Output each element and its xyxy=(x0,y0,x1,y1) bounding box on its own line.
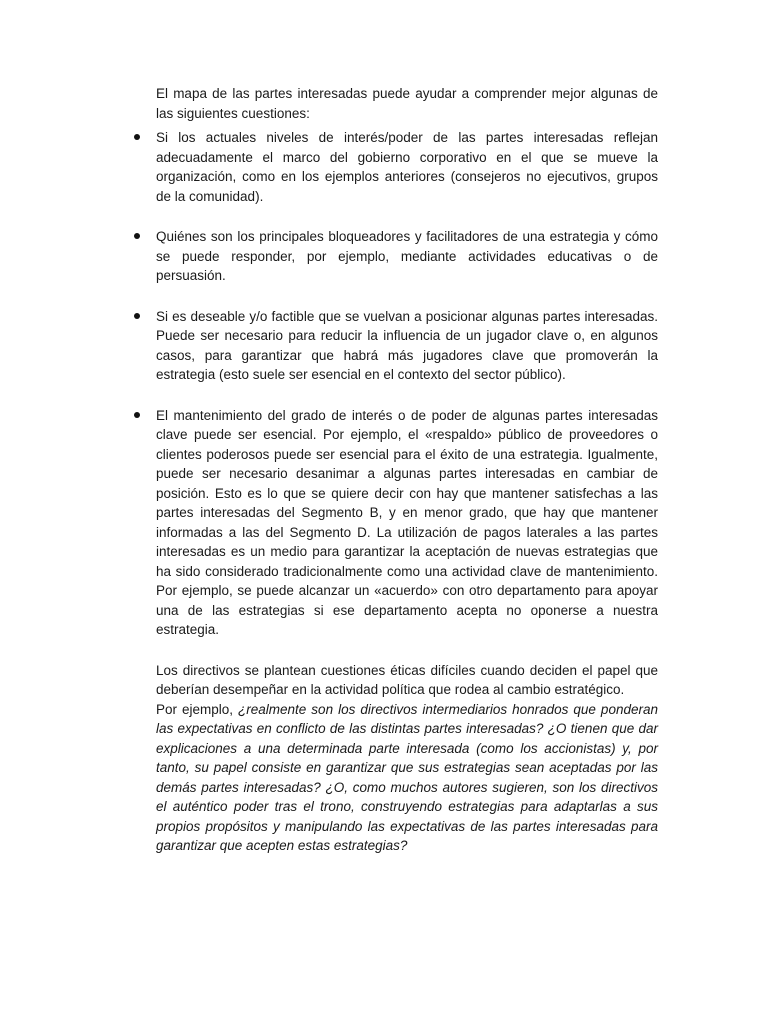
bullet-item-3 xyxy=(156,307,658,385)
intro-paragraph: El mapa de las partes interesadas puede ayudar a comprender mejor algunas de las siguientes cuestiones: xyxy=(156,86,658,121)
bullet-icon xyxy=(134,313,140,319)
document-page xyxy=(156,84,658,856)
bullet-item-2 xyxy=(156,227,658,286)
example-italic: ¿realmente son los directivos intermediarios honrados que ponderan las expectativas en conflicto de las distintas partes interesadas? ¿O tienen que dar explicaciones a una determinada parte interesada (como los accionistas) y, por tanto, su papel consiste en garantizar que sus estrategias sean aceptadas por las demás partes interesadas? ¿O, como muchos autores sugieren, son los directivos el auténtico poder tras el trono, construyendo estrategias para adaptarlas a sus propios propósitos y manipulando las expectativas de las partes interesadas para garantizar que acepten estas estrategias? xyxy=(156,701,658,853)
bullet-list xyxy=(156,128,658,640)
bullet-icon xyxy=(134,134,140,140)
bullet-icon xyxy=(134,233,140,239)
example-paragraph xyxy=(156,700,658,856)
bullet-text-1: Si los actuales niveles de interés/poder de las partes interesadas reflejan adecuadamente el marco del gobierno corporativo en el que se mueve la organización, como en los ejemplos anteriores (consejeros no ejecutivos, grupos de la comunidad). xyxy=(156,130,658,204)
bullet-text-3: Si es deseable y/o factible que se vuelvan a posicionar algunas partes interesadas. Puede ser necesario para reducir la influencia de un jugador clave o, en algunos casos, para garantizar que habrá más jugadores clave que promoverán la estrategia (esto suele ser esencial en el contexto del sector público). xyxy=(156,308,658,382)
example-lead: Por ejemplo, xyxy=(156,701,239,717)
bullet-text-4: El mantenimiento del grado de interés o de poder de algunas partes interesadas clave puede ser esencial. Por ejemplo, el «respaldo» público de proveedores o clientes poderosos puede ser esencial para el éxito de una estrategia. Igualmente, puede ser necesario desanimar a algunas partes interesadas en cambiar de posición. Esto es lo que se quiere decir con hay que mantener satisfechas a las partes interesadas del Segmento B, y en menor grado, que hay que mantener informadas a las del Segmento D. La utilización de pagos laterales a las partes interesadas es un medio para garantizar la aceptación de nuevas estrategias que ha sido considerado tradicionalmente como una actividad clave de mantenimiento. Por ejemplo, se puede alcanzar un «acuerdo» con otro departamento para apoyar una de las estrategias si ese departamento acepta no oponerse a nuestra estrategia. xyxy=(156,407,658,637)
bullet-text-2: Quiénes son los principales bloqueadores y facilitadores de una estrategia y cómo se puede responder, por ejemplo, mediante actividades educativas o de persuasión. xyxy=(156,229,658,283)
bullet-icon xyxy=(134,412,140,418)
bullet-item-4 xyxy=(156,406,658,640)
bullet-item-1 xyxy=(156,128,658,206)
closing-paragraph: Los directivos se plantean cuestiones éticas difíciles cuando deciden el papel que deberían desempeñar en la actividad política que rodea al cambio estratégico. xyxy=(156,662,658,697)
